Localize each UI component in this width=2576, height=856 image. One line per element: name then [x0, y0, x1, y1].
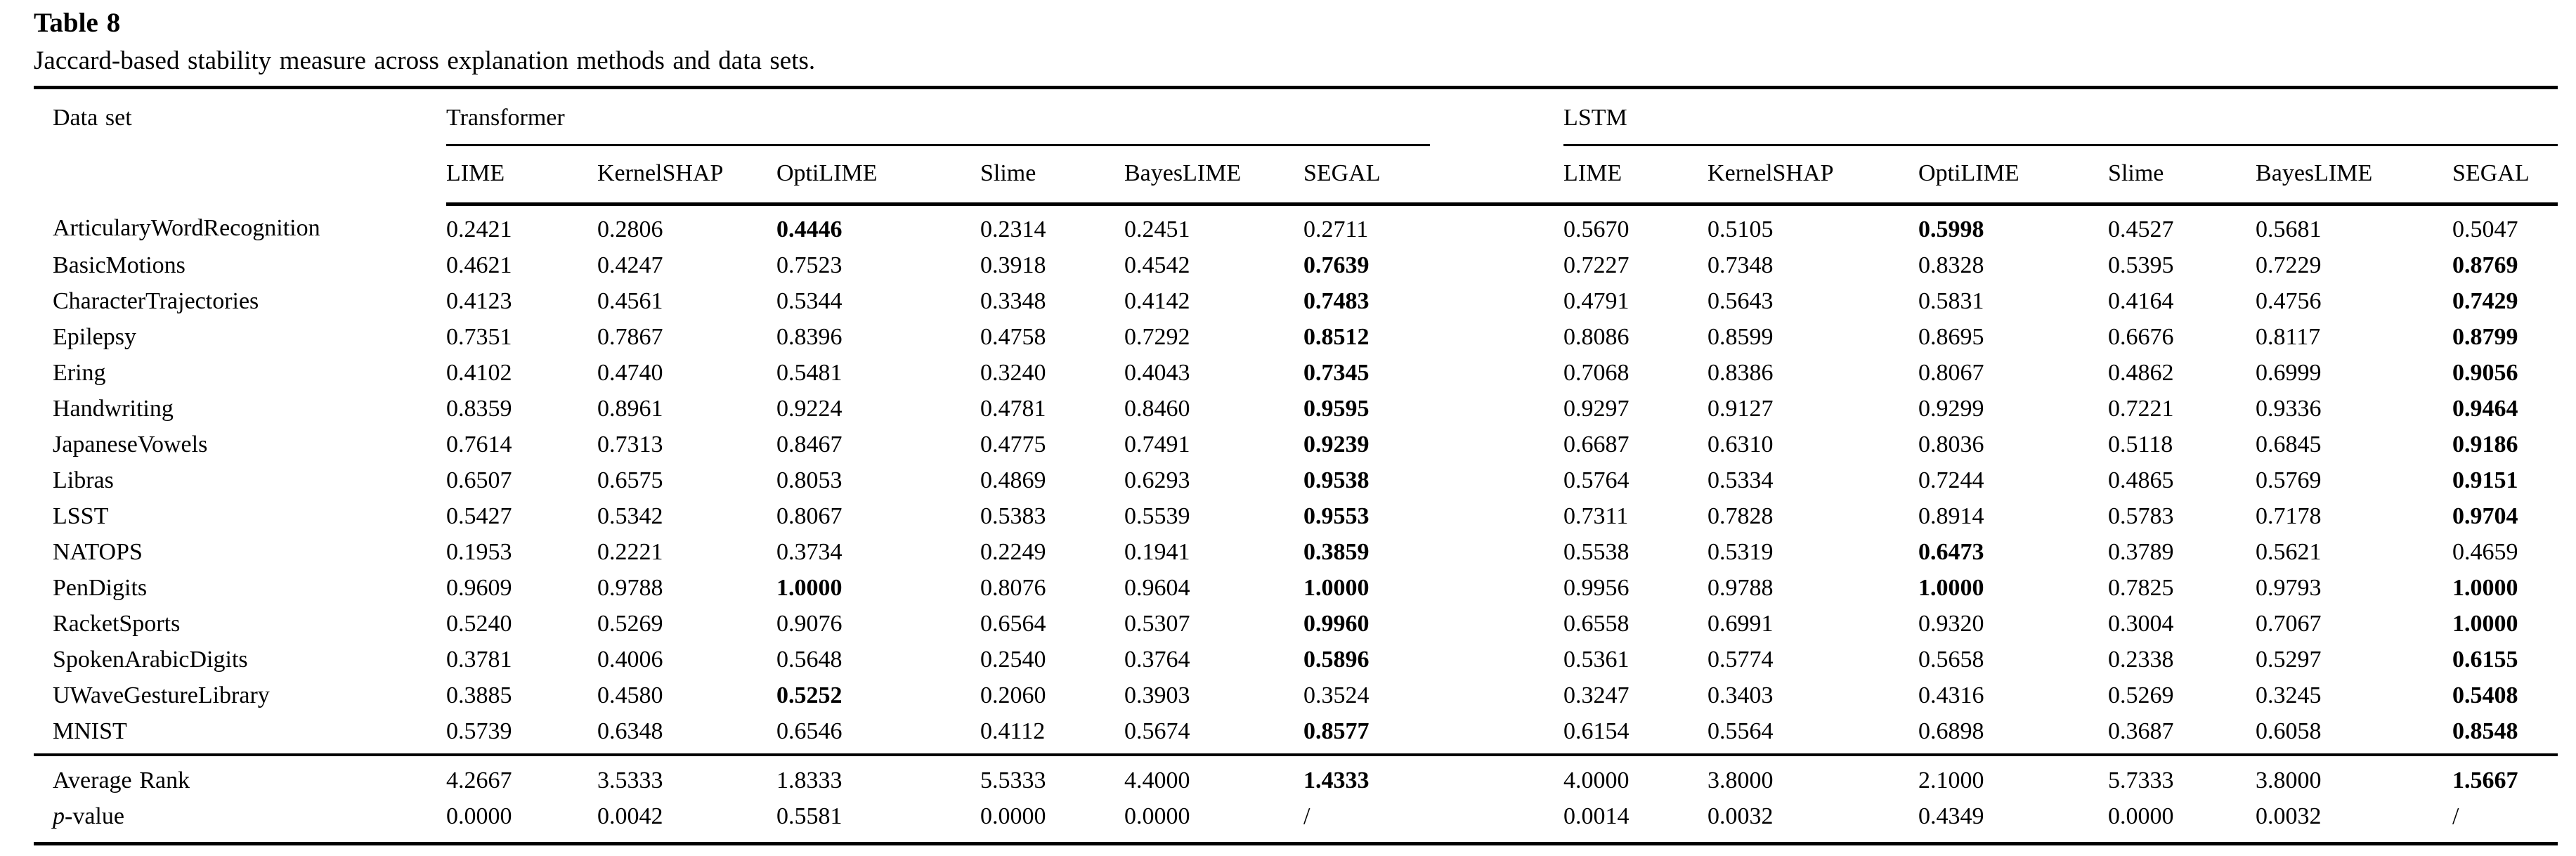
dataset-name: Epilepsy — [53, 323, 136, 350]
dataset-name: UWaveGestureLibrary — [53, 682, 270, 708]
value-cell: 0.8076 — [980, 574, 1046, 601]
table-footer — [34, 755, 2558, 844]
value-cell: 0.9299 — [1918, 395, 1984, 422]
value-cell: 0.9595 — [1303, 395, 1370, 422]
value-cell: 0.4869 — [980, 467, 1046, 493]
value-cell: 0.3789 — [2108, 538, 2174, 565]
value-cell: 0.6473 — [1918, 538, 1984, 565]
value-cell: 0.8328 — [1918, 252, 1984, 278]
value-cell: 0.5769 — [2256, 467, 2322, 493]
value-cell: / — [1303, 798, 1563, 844]
table-number-title: Table 8 — [34, 8, 121, 38]
value-cell: 0.8512 — [1303, 323, 1370, 350]
value-cell: 0.7639 — [1303, 252, 1370, 278]
value-cell: 0.4527 — [2108, 216, 2174, 242]
table-row — [34, 391, 2558, 427]
table-row — [34, 677, 2558, 713]
value-cell: 0.5427 — [446, 502, 512, 529]
value-cell: 0.8117 — [2256, 323, 2321, 350]
value-cell: 0.7523 — [776, 252, 843, 278]
value-cell: 0.7491 — [1124, 431, 1190, 458]
value-cell: 0.8359 — [446, 395, 512, 422]
value-cell: 1.0000 — [1918, 574, 1984, 601]
value-cell: 3.8000 — [1707, 755, 1918, 798]
value-cell: 0.4781 — [980, 395, 1046, 422]
value-cell: 0.0000 — [1124, 798, 1303, 844]
summary-row-label: Average Rank — [34, 755, 446, 798]
value-cell: 0.3687 — [2108, 718, 2174, 744]
dataset-name: Handwriting — [53, 395, 174, 422]
value-cell: 0.2711 — [1303, 216, 1369, 242]
value-cell: 0.4164 — [2108, 287, 2174, 314]
value-cell: 0.6310 — [1707, 431, 1774, 458]
value-cell: 0.7828 — [1707, 502, 1774, 529]
value-cell: 0.2421 — [446, 216, 512, 242]
value-cell: 0.4142 — [1124, 287, 1190, 314]
value-cell: 0.8599 — [1707, 323, 1774, 350]
value-cell: 0.5383 — [980, 502, 1046, 529]
value-cell: 0.0000 — [446, 798, 597, 844]
value-cell: 0.3885 — [446, 682, 512, 708]
method-column-header: BayesLIME — [2256, 146, 2452, 205]
value-cell: 0.4659 — [2452, 538, 2518, 565]
value-cell: 0.4006 — [597, 646, 663, 673]
dataset-name: BasicMotions — [53, 252, 186, 278]
value-cell: 0.8067 — [776, 502, 843, 529]
value-cell: 0.9151 — [2452, 467, 2518, 493]
dataset-column-header: Data set — [53, 105, 132, 131]
value-cell: 0.8961 — [597, 395, 663, 422]
method-column-header: SEGAL — [1303, 146, 1563, 205]
table-row — [34, 534, 2558, 570]
value-cell: 0.5307 — [1124, 610, 1190, 637]
value-cell: 0.6898 — [1918, 718, 1984, 744]
value-cell: 0.9127 — [1707, 395, 1774, 422]
summary-row — [34, 755, 2558, 798]
table-row — [34, 205, 2558, 248]
value-cell: 0.0032 — [1707, 798, 1918, 844]
dataset-name: JapaneseVowels — [53, 431, 208, 458]
value-cell: 5.5333 — [980, 755, 1124, 798]
value-cell: 0.6687 — [1563, 431, 1629, 458]
value-cell: 0.9076 — [776, 610, 843, 637]
value-cell: 0.6845 — [2256, 431, 2322, 458]
value-cell: 0.5581 — [776, 798, 980, 844]
value-cell: 0.7614 — [446, 431, 512, 458]
value-cell: 0.4758 — [980, 323, 1046, 350]
dataset-name: Ering — [53, 359, 106, 386]
value-cell: 0.5361 — [1563, 646, 1629, 673]
value-cell: 0.5105 — [1707, 216, 1774, 242]
value-cell: 0.8036 — [1918, 431, 1984, 458]
value-cell: 0.7229 — [2256, 252, 2322, 278]
value-cell: 0.4112 — [980, 718, 1046, 744]
value-cell: 0.0000 — [980, 798, 1124, 844]
method-column-header: BayesLIME — [1124, 146, 1303, 205]
value-cell: 0.4043 — [1124, 359, 1190, 386]
value-cell: 0.4740 — [597, 359, 663, 386]
value-cell: 0.7068 — [1563, 359, 1629, 386]
dataset-name: PenDigits — [53, 574, 148, 601]
value-cell: 0.5739 — [446, 718, 512, 744]
value-cell: 0.8460 — [1124, 395, 1190, 422]
value-cell: 0.6575 — [597, 467, 663, 493]
value-cell: 0.9297 — [1563, 395, 1629, 422]
value-cell: 0.9336 — [2256, 395, 2322, 422]
table-row — [34, 606, 2558, 642]
value-cell: 0.8386 — [1707, 359, 1774, 386]
method-column-header: OptiLIME — [776, 146, 980, 205]
value-cell: 0.3247 — [1563, 682, 1629, 708]
value-cell: 0.3524 — [1303, 682, 1370, 708]
value-cell: 0.6558 — [1563, 610, 1629, 637]
value-cell: 0.5674 — [1124, 718, 1190, 744]
table-caption: Jaccard-based stability measure across explanation methods and data sets. — [34, 46, 816, 75]
value-cell: 0.4349 — [1918, 798, 2108, 844]
table-row — [34, 498, 2558, 534]
value-cell: 0.5764 — [1563, 467, 1629, 493]
value-cell: 0.8769 — [2452, 252, 2518, 278]
summary-row-label: p-value — [34, 798, 446, 844]
value-cell: 0.7227 — [1563, 252, 1629, 278]
value-cell: 0.6676 — [2108, 323, 2174, 350]
value-cell: 0.5648 — [776, 646, 843, 673]
summary-row — [34, 798, 2558, 844]
value-cell: 0.7311 — [1563, 502, 1629, 529]
value-cell: 0.5252 — [776, 682, 843, 708]
value-cell: 0.9956 — [1563, 574, 1629, 601]
value-cell: 0.8577 — [1303, 718, 1370, 744]
value-cell: 0.2221 — [597, 538, 663, 565]
value-cell: 3.8000 — [2256, 755, 2452, 798]
value-cell: 0.5670 — [1563, 216, 1629, 242]
value-cell: 1.4333 — [1303, 755, 1563, 798]
value-cell: 0.6507 — [446, 467, 512, 493]
value-cell: 0.4791 — [1563, 287, 1629, 314]
table-row — [34, 462, 2558, 498]
value-cell: 0.3918 — [980, 252, 1046, 278]
value-cell: 0.5896 — [1303, 646, 1370, 673]
group-label-transformer: Transformer — [446, 105, 1430, 146]
value-cell: 0.0042 — [597, 798, 776, 844]
dataset-name: LSST — [53, 502, 109, 529]
value-cell: 0.6999 — [2256, 359, 2322, 386]
value-cell: 1.0000 — [2452, 574, 2518, 601]
value-cell: 0.5774 — [1707, 646, 1774, 673]
value-cell: 0.9538 — [1303, 467, 1370, 493]
value-cell: 0.5047 — [2452, 216, 2518, 242]
value-cell: 0.3903 — [1124, 682, 1190, 708]
value-cell: 0.3348 — [980, 287, 1046, 314]
value-cell: 4.2667 — [446, 755, 597, 798]
method-column-header: KernelSHAP — [597, 146, 776, 205]
value-cell: 0.9788 — [1707, 574, 1774, 601]
value-cell: 0.6564 — [980, 610, 1046, 637]
value-cell: 0.5831 — [1918, 287, 1984, 314]
value-cell: 0.1953 — [446, 538, 512, 565]
value-cell: 0.2338 — [2108, 646, 2174, 673]
table-row — [34, 319, 2558, 355]
value-cell: 0.9960 — [1303, 610, 1370, 637]
dataset-name: RacketSports — [53, 610, 181, 637]
value-cell: 0.8467 — [776, 431, 843, 458]
value-cell: 1.0000 — [1303, 574, 1370, 601]
value-cell: 0.3240 — [980, 359, 1046, 386]
value-cell: 0.4580 — [597, 682, 663, 708]
value-cell: 0.8086 — [1563, 323, 1629, 350]
value-cell: 1.0000 — [2452, 610, 2518, 637]
value-cell: 0.5539 — [1124, 502, 1190, 529]
value-cell: 0.7313 — [597, 431, 663, 458]
value-cell: 0.5783 — [2108, 502, 2174, 529]
value-cell: 1.0000 — [776, 574, 843, 601]
value-cell: 0.3403 — [1707, 682, 1774, 708]
method-column-header: KernelSHAP — [1707, 146, 1918, 205]
dataset-name: Libras — [53, 467, 114, 493]
table-row — [34, 283, 2558, 319]
value-cell: 0.4621 — [446, 252, 512, 278]
value-cell: 0.7067 — [2256, 610, 2322, 637]
group-header-row — [34, 88, 2558, 147]
method-column-header: LIME — [1563, 146, 1707, 205]
value-cell: 0.3859 — [1303, 538, 1370, 565]
value-cell: 0.8695 — [1918, 323, 1984, 350]
value-cell: 0.6154 — [1563, 718, 1629, 744]
table-row — [34, 642, 2558, 677]
value-cell: 0.6348 — [597, 718, 663, 744]
value-cell: 0.7178 — [2256, 502, 2322, 529]
value-cell: 0.5481 — [776, 359, 843, 386]
value-cell: 0.6546 — [776, 718, 843, 744]
value-cell: 0.5998 — [1918, 216, 1984, 242]
value-cell: 0.8053 — [776, 467, 843, 493]
value-cell: 0.9704 — [2452, 502, 2518, 529]
value-cell: 0.4775 — [980, 431, 1046, 458]
value-cell: 0.9553 — [1303, 502, 1370, 529]
value-cell: 0.2314 — [980, 216, 1046, 242]
value-cell: 0.8067 — [1918, 359, 1984, 386]
value-cell: 0.6155 — [2452, 646, 2518, 673]
table-body — [34, 205, 2558, 756]
value-cell: 0.5643 — [1707, 287, 1774, 314]
value-cell: 0.4862 — [2108, 359, 2174, 386]
value-cell: 0.5408 — [2452, 682, 2518, 708]
value-cell: 0.5334 — [1707, 467, 1774, 493]
value-cell: 0.1941 — [1124, 538, 1190, 565]
value-cell: 0.7244 — [1918, 467, 1984, 493]
value-cell: 0.5118 — [2108, 431, 2173, 458]
dataset-name: CharacterTrajectories — [53, 287, 259, 314]
method-column-header: Slime — [980, 146, 1124, 205]
value-cell: 0.5342 — [597, 502, 663, 529]
table-row — [34, 247, 2558, 283]
method-column-header: LIME — [446, 146, 597, 205]
value-cell: 0.7351 — [446, 323, 512, 350]
value-cell: 0.5621 — [2256, 538, 2322, 565]
table-row — [34, 427, 2558, 462]
value-cell: 0.7221 — [2108, 395, 2174, 422]
method-column-header: Slime — [2108, 146, 2256, 205]
value-cell: 0.9056 — [2452, 359, 2518, 386]
group-header-lstm — [1563, 88, 2558, 147]
dataset-name: MNIST — [53, 718, 127, 744]
value-cell: 0.9609 — [446, 574, 512, 601]
value-cell: 0.5538 — [1563, 538, 1629, 565]
value-cell: 3.5333 — [597, 755, 776, 798]
value-cell: 0.7292 — [1124, 323, 1190, 350]
value-cell: 0.6058 — [2256, 718, 2322, 744]
value-cell: 0.2540 — [980, 646, 1046, 673]
table-row — [34, 570, 2558, 606]
value-cell: 0.7345 — [1303, 359, 1370, 386]
value-cell: 0.3004 — [2108, 610, 2174, 637]
value-cell: 0.8799 — [2452, 323, 2518, 350]
value-cell: 4.4000 — [1124, 755, 1303, 798]
value-cell: 1.5667 — [2452, 755, 2558, 798]
value-cell: 0.8396 — [776, 323, 843, 350]
value-cell: 0.0014 — [1563, 798, 1707, 844]
value-cell: 0.4247 — [597, 252, 663, 278]
table-row — [34, 713, 2558, 755]
value-cell: 0.3245 — [2256, 682, 2322, 708]
value-cell: 0.4561 — [597, 287, 663, 314]
value-cell: 0.2060 — [980, 682, 1046, 708]
value-cell: 0.3734 — [776, 538, 843, 565]
value-cell: 0.5564 — [1707, 718, 1774, 744]
value-cell: 0.9793 — [2256, 574, 2322, 601]
value-cell: 0.4316 — [1918, 682, 1984, 708]
value-cell: 0.2451 — [1124, 216, 1190, 242]
value-cell: 0.5269 — [597, 610, 663, 637]
value-cell: 0.9320 — [1918, 610, 1984, 637]
value-cell: 0.4446 — [776, 216, 843, 242]
value-cell: 0.3764 — [1124, 646, 1190, 673]
table-row — [34, 355, 2558, 391]
value-cell: 0.2249 — [980, 538, 1046, 565]
dataset-name: SpokenArabicDigits — [53, 646, 248, 673]
dataset-name: ArticularyWordRecognition — [53, 215, 320, 242]
value-cell: 0.7348 — [1707, 252, 1774, 278]
value-cell: 0.9788 — [597, 574, 663, 601]
value-cell: 0.6293 — [1124, 467, 1190, 493]
value-cell: 0.4123 — [446, 287, 512, 314]
value-cell: 0.0000 — [2108, 798, 2256, 844]
value-cell: 0.2806 — [597, 216, 663, 242]
value-cell: 0.5269 — [2108, 682, 2174, 708]
value-cell: 0.7825 — [2108, 574, 2174, 601]
value-cell: 0.4865 — [2108, 467, 2174, 493]
method-column-header: SEGAL — [2452, 146, 2558, 205]
value-cell: 0.8548 — [2452, 718, 2518, 744]
value-cell: 0.7867 — [597, 323, 663, 350]
value-cell: 0.5319 — [1707, 538, 1774, 565]
value-cell: 0.9186 — [2452, 431, 2518, 458]
value-cell: 0.3781 — [446, 646, 512, 673]
value-cell: 0.5344 — [776, 287, 843, 314]
dataset-name: NATOPS — [53, 538, 143, 565]
group-label-lstm: LSTM — [1563, 105, 2558, 146]
method-column-header: OptiLIME — [1918, 146, 2108, 205]
value-cell: 0.4756 — [2256, 287, 2322, 314]
value-cell: 1.8333 — [776, 755, 980, 798]
value-cell: 0.9239 — [1303, 431, 1370, 458]
value-cell: 0.5658 — [1918, 646, 1984, 673]
value-cell: 0.5395 — [2108, 252, 2174, 278]
value-cell: 0.4542 — [1124, 252, 1190, 278]
value-cell: 0.9464 — [2452, 395, 2518, 422]
value-cell: 2.1000 — [1918, 755, 2108, 798]
value-cell: 4.0000 — [1563, 755, 1707, 798]
value-cell: 0.5240 — [446, 610, 512, 637]
value-cell: / — [2452, 798, 2558, 844]
stability-table — [34, 86, 2558, 845]
value-cell: 0.4102 — [446, 359, 512, 386]
value-cell: 0.6991 — [1707, 610, 1774, 637]
value-cell: 5.7333 — [2108, 755, 2256, 798]
value-cell: 0.5681 — [2256, 216, 2322, 242]
value-cell: 0.5297 — [2256, 646, 2322, 673]
value-cell: 0.0032 — [2256, 798, 2452, 844]
value-cell: 0.9224 — [776, 395, 843, 422]
group-header-transformer — [446, 88, 1563, 147]
value-cell: 0.7483 — [1303, 287, 1370, 314]
value-cell: 0.7429 — [2452, 287, 2518, 314]
value-cell: 0.8914 — [1918, 502, 1984, 529]
value-cell: 0.9604 — [1124, 574, 1190, 601]
